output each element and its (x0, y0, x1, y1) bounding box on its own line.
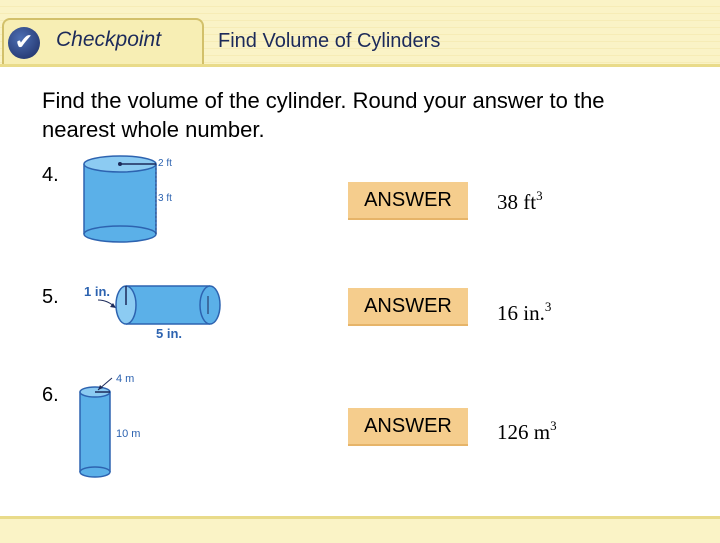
answer-value-4: 38 $ft^3$ (497, 188, 543, 214)
answer-value-5: 16 in.$^3$ (497, 299, 552, 325)
cylinder-body (80, 392, 110, 472)
cylinder-body (84, 164, 156, 234)
answer-label-5: ANSWER (348, 288, 468, 326)
question-number-5: 5. (42, 286, 59, 308)
radius-label-6: 4 m (116, 373, 135, 385)
question-number-4: 4. (42, 164, 59, 186)
radius-label-5: 1 in. (84, 284, 111, 299)
question-number-6: 6. (42, 384, 59, 406)
answer-label-6: ANSWER (348, 408, 468, 446)
section-title: Find Volume of Cylinders (218, 30, 441, 52)
cylinder-body (126, 286, 210, 324)
cylinder-base (80, 467, 110, 477)
radius-label-4: 2 ft (158, 158, 172, 169)
instructions-text: Find the volume of the cylinder. Round your answer to the nearest whole number. (42, 88, 605, 142)
height-label-4: 3 ft (158, 193, 172, 204)
height-label-6: 10 m (116, 428, 141, 440)
footer-bar (0, 516, 720, 543)
cylinder-base (200, 286, 220, 324)
checkmark-icon: ✔ (8, 27, 40, 59)
cylinder-base (84, 226, 156, 242)
checkpoint-label: Checkpoint (56, 28, 162, 51)
cylinder-figure-5 (90, 280, 230, 330)
height-label-5: 5 in. (156, 326, 183, 341)
answer-label-4: ANSWER (348, 182, 468, 220)
answer-value-6: 126 $m^3$ (497, 418, 557, 444)
cylinder-figure-4 (76, 150, 196, 246)
